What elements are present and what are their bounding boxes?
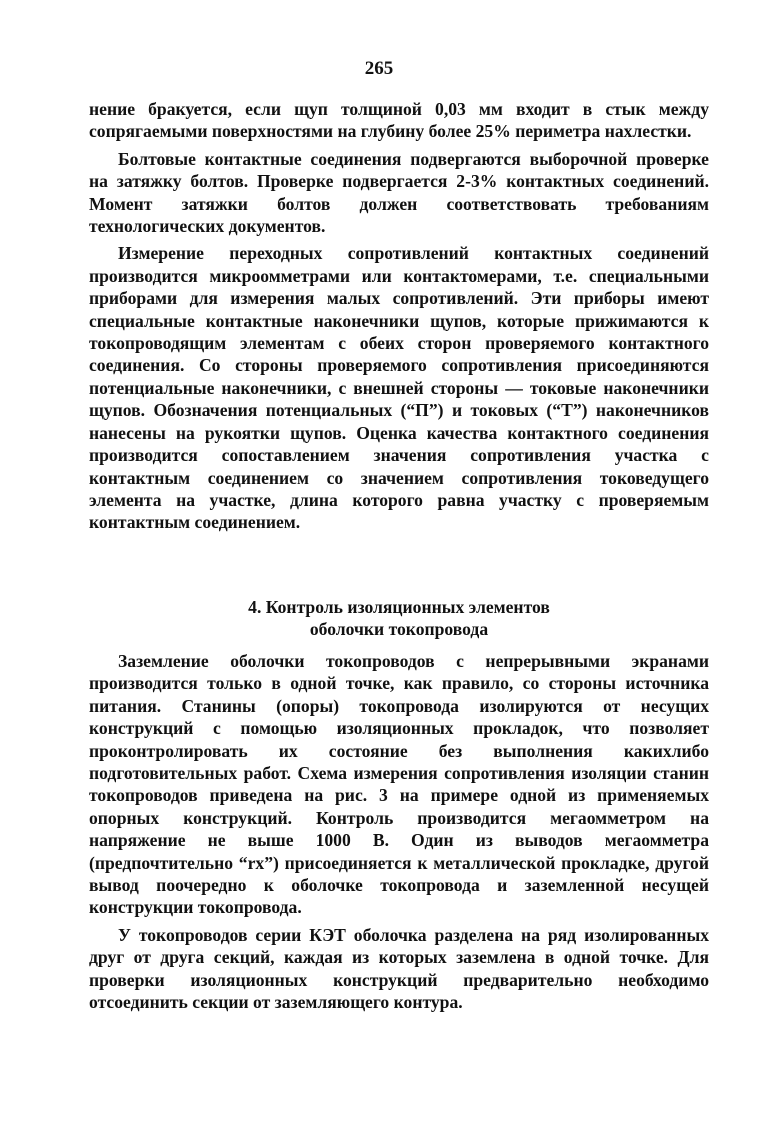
paragraph: У токопроводов серии КЭТ оболочка разделена на ряд изолированных друг от друга секций, каждая из которых заземлена в одной точке. Для проверки изоляционных конструкций предварительно необходимо отсоединить секции от заземляющего контура. [89,924,709,1013]
text-block-top [89,98,709,539]
paragraph: нение бракуется, если щуп толщиной 0,03 мм входит в стык между сопрягаемыми поверхностями на глубину более 25% периметра нахлестки. [89,99,709,142]
paragraph: Измерение переходных сопротивлений контактных соединений производится микроомметрами или контактомерами, т.е. специальными приборами для измерения малых сопротивлений. Эти приборы имеют специальные контактные наконечники щупов, которые прижимаются к токопроводящим элементам с обеих сторон проверяемого контактного соединения. Со стороны проверяемого сопротивления присоединяются потенциальные наконечники, с внешней стороны — токовые наконечники щупов. Обозначения потенциальных (“П”) и токовых (“Т”) наконечников нанесены на рукоятки щупов. Оценка качества контактного соединения производится сопоставлением значения сопротивления участка с контактным соединением со значением сопротивления токоведущего элемента на участке, длина которого равна участку с проверяемым контактным соединением. [89,243,709,533]
text-block-bottom [89,650,709,1019]
section-heading-line-1: 4. Контроль изоляционных элементов [248,597,550,617]
paragraph: Заземление оболочки токопроводов с непрерывными экранами производится только в одной точке, как правило, со стороны источника питания. Станины (опоры) токопровода изолируются от несущих конструкций с помощью изоляционных прокладок, что позволяет проконтролировать их состояние без выполнения какихлибо подготовительных работ. Схема измерения сопротивления изоляции станин токопроводов приведена на рис. 3 на примере одной из применяемых опорных конструкций. Контроль производится мегаомметром на напряжение не выше 1000 В. Один из выводов мегаомметра (предпочтительно “rх”) присоединяется к металлической прокладке, другой вывод поочередно к оболочке токопровода и заземленной несущей конструкции токопровода. [89,651,709,918]
page-number: 265 [364,58,394,79]
paragraph: Болтовые контактные соединения подвергаются выборочной проверке на затяжку болтов. Проверке подвергается 2-3% контактных соединений. Момент затяжки болтов должен соответствовать требованиям технологических документов. [89,148,709,237]
section-heading [89,596,709,640]
section-heading-line-2: оболочки токопровода [309,619,489,639]
